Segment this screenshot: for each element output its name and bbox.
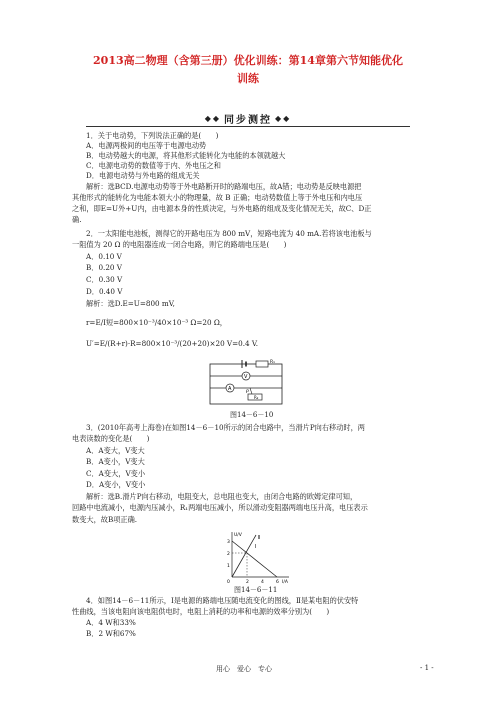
graph-line-ii-label: Ⅱ [258,535,261,541]
title-line-2: 训练 [237,72,259,85]
graph-xtick-4: 4 [261,580,264,584]
diamond-icon: ◆◆ [275,113,292,123]
q1-option-a: A．电源两极间的电压等于电源电动势 [86,141,207,150]
q1-stem: 1．关于电动势，下列说法正确的是( ) [86,131,219,140]
section-banner [196,110,300,126]
q4-stem-1: 4．如图14－6－11所示，Ⅰ是电源的路端电压随电流变化的图线，Ⅱ是某电阻的伏安特 [86,596,359,605]
q2-formula-r: r=E/I短=800×10⁻³/40×10⁻³ Ω=20 Ω， [86,318,227,327]
voltmeter-label: V [244,374,248,380]
ui-graph [222,528,294,584]
q3-stem-1: 3．(2010年高考上海卷)在如图14－6－10所示的闭合电路中，当滑片P向右移动时，两 [86,423,365,432]
resistor-r1 [256,361,268,367]
q1-explanation-2: 其他形式的能转化为电能本领大小的物理量，故 B 正确；电动势数值上等于外电压和内电压 [72,193,363,202]
q4-option-a: A．4 W和33% [86,618,136,627]
graph-xtick-6: 6 [276,580,279,584]
q3-option-d: D．A变小，V变小 [86,480,146,489]
ammeter-label: A [228,386,232,392]
figure-14-6-10-caption: 图14－6－10 [230,411,274,419]
q2-option-b: B．0.20 V [86,263,122,272]
q2-explanation-1: 解析：选D.E=U=800 mV, [86,299,175,308]
graph-ytick-2: 2 [227,552,230,557]
q2-stem-2: 一阻值为 20 Ω 的电阻器连成一闭合电路，则它的路端电压是( ) [72,240,287,249]
footer-center: 用心 爱心 专心 [216,665,272,673]
graph-line-ii [232,535,256,577]
q1-explanation-4: 确. [72,215,82,224]
page-number: - 1 - [420,664,434,672]
slider-arrow [250,388,252,394]
q3-stem-2: 电表读数的变化是( ) [72,434,150,443]
q3-option-b: B．A变小，V变大 [86,457,145,466]
title-line-1: 2013高二物理（含第三册）优化训练：第14章第六节知能优化 [93,54,403,67]
diamond-icon: ◆◆ [204,113,221,123]
q2-option-d: D．0.40 V [86,287,123,296]
slider-p-label: P [246,390,249,395]
q3-explanation-3: 数变大，故B项正确. [72,515,138,524]
r2-label: R₂ [254,395,259,400]
graph-x-label: I/A [282,580,288,584]
q2-formula-u: U′=E/(R+r)·R=800×10⁻³/(20+20)×20 V=0.4 V. [86,339,259,348]
q3-explanation-2: 回路中电流减小，电源内压减小，R₁两端电压减小，所以滑动变阻器两端电压升高，电压表示 [72,503,368,512]
q1-option-d: D．电源电动势与外电路的组成无关 [86,171,200,180]
figure-14-6-11-caption: 图14－6－11 [234,586,278,594]
q4-stem-2: 性曲线，当该电阻向该电阻供电时，电阻上消耗的功率和电源的效率分别为( ) [72,607,330,616]
graph-line-i-label: Ⅰ [255,544,257,550]
q1-option-b: B．电动势越大的电源，将其他形式能转化为电能的本领就越大 [86,151,286,160]
q3-option-a: A．A变大，V变大 [86,446,145,455]
q2-stem-1: 2．一太阳能电池板，测得它的开路电压为 800 mV，短路电流为 40 mA.若将该电池板与 [86,229,372,238]
q1-explanation-3: 之和，即E=U外+U内，由电源本身的性质决定，与外电路的组成及变化情况无关，故C、D正 [72,204,372,213]
q2-option-a: A．0.10 V [86,252,122,261]
circuit-diagram [206,358,288,408]
q3-option-c: C．A变大，V变小 [86,469,146,478]
q1-option-c: C．电源电动势的数值等于内、外电压之和 [86,161,221,170]
r1-label: R₁ [270,360,275,365]
q3-explanation-1: 解析：选B.滑片P向右移动，电阻变大，总电阻也变大，由闭合电路的欧姆定律可知， [86,492,358,501]
document-title [60,52,436,88]
circuit-outer-loop [210,364,282,404]
q1-explanation-1: 解析：选BCD.电源电动势等于外电路断开时的路端电压，故A错；电动势是反映电源把 [86,182,362,191]
banner-rule [86,126,410,127]
graph-y-label: U/V [234,533,242,538]
graph-xtick-2: 2 [246,580,249,584]
graph-origin: 0 [227,580,230,584]
q4-option-b: B．2 W和67% [86,629,136,638]
graph-ytick-1: 1 [227,564,230,569]
q2-option-c: C．0.30 V [86,275,123,284]
banner-label: 同步测控 [224,114,272,126]
graph-ytick-3: 3 [227,540,230,545]
